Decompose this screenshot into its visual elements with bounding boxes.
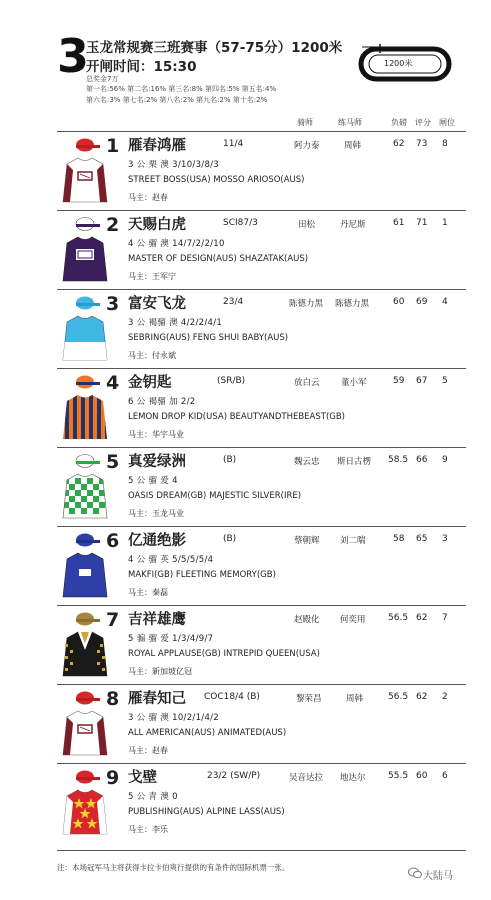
owner: 马主：王军宁 [128, 272, 176, 281]
horse-name: 天赐白虎 [128, 217, 186, 233]
silk-lightblue-white-icon [61, 294, 109, 364]
column-draw: 闸位 [439, 118, 455, 127]
rating: 66 [416, 455, 428, 465]
draw: 7 [442, 613, 448, 623]
trainer: 周韩 [346, 694, 364, 704]
runner-row [57, 447, 466, 526]
horse-details: 4 公 骝 澳 14/7/2/2/10 [128, 239, 225, 249]
owner: 马主：赵春 [128, 746, 168, 755]
trainer: 董小军 [341, 378, 367, 388]
rating: 69 [416, 297, 428, 307]
weight: 60 [393, 297, 405, 307]
odds: (B) [223, 534, 237, 544]
owner: 马主：付永斌 [128, 351, 176, 360]
rating: 60 [416, 771, 428, 781]
total-purse: 总奖金7万 [86, 75, 119, 83]
runner-row [57, 605, 466, 684]
race-header [0, 0, 491, 125]
saddle-number: 9 [106, 767, 120, 789]
draw: 2 [442, 692, 448, 702]
trainer: 陈德力黑 [335, 299, 370, 309]
prize-split-line-1: 第一名:56% 第二名:16% 第三名:8% 第四名:5% 第五名:4% [86, 85, 277, 93]
race-start-time: 开闸时间：15:30 [86, 59, 197, 75]
runner-row [57, 289, 466, 368]
pedigree: ROYAL APPLAUSE(GB) INTREPID QUEEN(USA) [128, 649, 320, 659]
jockey: 蔡朝辉 [294, 536, 320, 546]
horse-details: 3 公 栗 澳 3/10/3/8/3 [128, 160, 220, 170]
horse-name: 吉祥雄鹰 [128, 612, 186, 628]
trainer: 地达尔 [340, 773, 366, 783]
horse-name: 戈壁 [128, 770, 157, 786]
odds: 23/2 (SW/P) [207, 771, 261, 781]
draw: 1 [442, 218, 448, 228]
silk-purple-white-icon [61, 215, 109, 285]
horse-details: 6 公 褐骝 加 2/2 [128, 397, 196, 407]
weight: 62 [393, 139, 405, 149]
horse-name: 亿通绝影 [128, 533, 186, 549]
saddle-number: 8 [106, 688, 120, 710]
weight: 56.5 [388, 692, 409, 702]
weight: 56.5 [388, 613, 409, 623]
jockey: 黎荣昌 [296, 694, 322, 704]
column-jockey: 骑师 [297, 118, 313, 127]
owner: 马主：华宇马业 [128, 430, 184, 439]
owner: 马主：新加坡亿冠 [128, 667, 192, 676]
race-title: 玉龙常规赛三班赛事（57-75分）1200米 [86, 40, 343, 56]
silk-red-white-maroon-icon [61, 136, 109, 206]
owner: 马主：赵春 [128, 193, 168, 202]
draw: 3 [442, 534, 448, 544]
odds: SCI87/3 [223, 218, 258, 228]
jockey: 放白云 [294, 378, 320, 388]
track-distance-label: 1200米 [384, 59, 413, 68]
rating: 62 [416, 692, 428, 702]
pedigree: ALL AMERICAN(AUS) ANIMATED(AUS) [128, 728, 287, 738]
trainer: 周韩 [344, 141, 362, 151]
column-trainer: 练马师 [338, 118, 362, 127]
column-rating: 评分 [415, 118, 431, 127]
rating: 71 [416, 218, 428, 228]
draw: 4 [442, 297, 448, 307]
saddle-number: 3 [106, 293, 120, 315]
pedigree: SEBRING(AUS) FENG SHUI BABY(AUS) [128, 333, 289, 343]
silk-red-yellow-stars-icon [61, 768, 109, 838]
draw: 8 [442, 139, 448, 149]
weight: 58 [393, 534, 405, 544]
horse-details: 3 公 褐骝 澳 4/2/2/4/1 [128, 318, 223, 328]
runner-row [57, 526, 466, 605]
odds: (SR/B) [217, 376, 246, 386]
horse-name: 富安飞龙 [128, 296, 186, 312]
trainer: 刘二喘 [340, 536, 366, 546]
pedigree: MASTER OF DESIGN(AUS) SHAZATAK(AUS) [128, 254, 309, 264]
saddle-number: 7 [106, 609, 120, 631]
runner-row [57, 210, 466, 289]
trainer: 丹尼斯 [340, 220, 366, 230]
column-weight: 负磅 [391, 118, 407, 127]
jockey: 阿力泰 [294, 141, 320, 151]
divider [57, 850, 466, 851]
runner-row [57, 131, 466, 210]
odds: COC18/4 (B) [204, 692, 260, 702]
weight: 58.5 [388, 455, 409, 465]
jockey: 田松 [298, 220, 316, 230]
runner-row [57, 763, 466, 842]
saddle-number: 4 [106, 372, 120, 394]
silk-orange-navy-stripes-icon [61, 373, 109, 443]
pedigree: LEMON DROP KID(USA) BEAUTYANDTHEBEAST(GB) [128, 412, 345, 422]
runner-row [57, 684, 466, 763]
rating: 65 [416, 534, 428, 544]
watermark: 大陆马 [423, 871, 453, 882]
footnote: 注：本场冠军马主将获得卡拉卡伯爽行提供的有条件的国际机票一张。 [57, 863, 290, 872]
odds: 23/4 [223, 297, 244, 307]
horse-details: 5 骟 骝 爱 1/3/4/9/7 [128, 634, 214, 644]
saddle-number: 2 [106, 214, 120, 236]
trainer: 何奕用 [340, 615, 366, 625]
silk-green-white-checks-icon [61, 452, 109, 522]
pedigree: MAKFI(GB) FLEETING MEMORY(GB) [128, 570, 276, 580]
horse-name: 雁春鸿雁 [128, 138, 186, 154]
owner: 马主：玉龙马业 [128, 509, 184, 518]
silk-red-white-maroon-icon [61, 689, 109, 759]
horse-details: 4 公 骝 英 5/5/5/5/4 [128, 555, 214, 565]
saddle-number: 1 [106, 135, 120, 157]
horse-details: 5 公 骝 爱 4 [128, 476, 178, 486]
pedigree: OASIS DREAM(GB) MAJESTIC SILVER(IRE) [128, 491, 302, 501]
saddle-number: 5 [106, 451, 120, 473]
saddle-number: 6 [106, 530, 120, 552]
draw: 9 [442, 455, 448, 465]
owner: 马主：李乐 [128, 825, 168, 834]
prize-split-line-2: 第六名:3% 第七名:2% 第八名:2% 第九名:2% 第十名:2% [86, 96, 268, 104]
race-number: 3 [57, 29, 90, 83]
owner: 马主：秦磊 [128, 588, 168, 597]
rating: 67 [416, 376, 428, 386]
horse-name: 雁春知己 [128, 691, 186, 707]
weight: 55.5 [388, 771, 409, 781]
odds: 11/4 [223, 139, 244, 149]
silk-black-gold-chevron-icon [61, 610, 109, 680]
horse-details: 5 公 青 澳 0 [128, 792, 178, 802]
silk-royalblue-icon [61, 531, 109, 601]
trainer: 斯日古楞 [337, 457, 372, 467]
pedigree: PUBLISHING(AUS) ALPINE LASS(AUS) [128, 807, 285, 817]
pedigree: STREET BOSS(USA) MOSSO ARIOSO(AUS) [128, 175, 305, 185]
weight: 59 [393, 376, 405, 386]
horse-name: 金钥匙 [128, 375, 172, 391]
runner-row [57, 368, 466, 447]
rating: 62 [416, 613, 428, 623]
jockey: 吴音达拉 [289, 773, 324, 783]
draw: 5 [442, 376, 448, 386]
horse-name: 真爱绿洲 [128, 454, 186, 470]
odds: (B) [223, 455, 237, 465]
rating: 73 [416, 139, 428, 149]
weight: 61 [393, 218, 405, 228]
horse-details: 3 公 骝 澳 10/2/1/4/2 [128, 713, 220, 723]
draw: 6 [442, 771, 448, 781]
jockey: 陈德力黑 [289, 299, 324, 309]
jockey: 魏云忠 [294, 457, 320, 467]
wechat-icon [408, 867, 422, 879]
jockey: 赵殿化 [294, 615, 320, 625]
